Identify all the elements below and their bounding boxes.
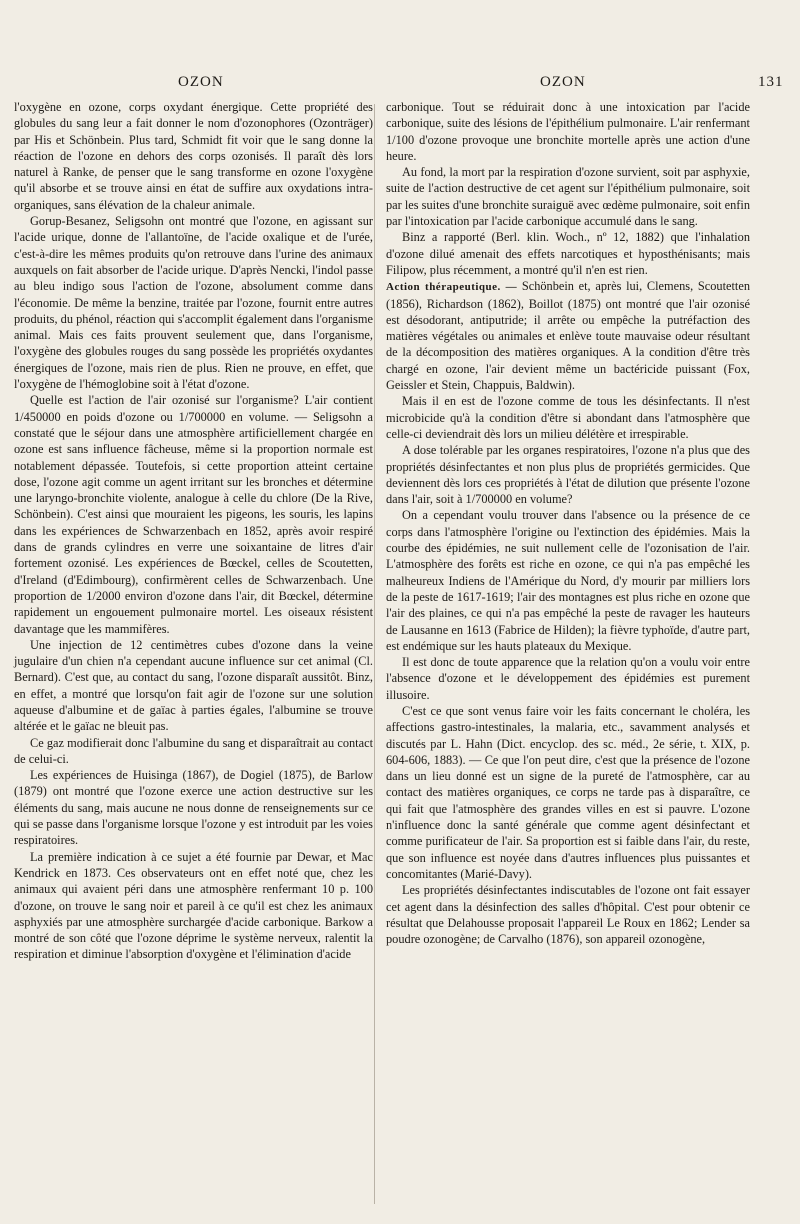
paragraph: carbonique. Tout se réduirait donc à une intoxication par l'acide carbonique, suite des lésions de l'épithélium pulmonaire. L'air renfermant 1/100 d'ozone provoque une bronchite mortelle après une action d'une heure. xyxy=(386,100,750,163)
paragraph: Binz a rapporté (Berl. klin. Woch., nº 12, 1882) que l'inhalation d'ozone dilué amenait des effets narcotiques et hyposthénisants; mais Filipow, plus récemment, a montré qu'il n'en est rien. xyxy=(386,230,750,277)
paragraph: Les expériences de Huisinga (1867), de Dogiel (1875), de Barlow (1879) ont montré que l'ozone exerce une action destructive sur les éléments du sang, mais aucune ne nous donne de renseignements sur ce qui se passe dans l'organisme lorsque l'ozone y est introduit par les voies respiratoires. xyxy=(14,768,373,848)
left-column xyxy=(14,99,373,963)
paragraph: On a cependant voulu trouver dans l'absence ou la présence de ce corps dans l'atmosphère l'origine ou l'extinction des épidémies. Mais la courbe des épidémies, ne suit nullement celle de l'ozonisation de l'air. L'atmosphère des forêts est riche en ozone, ce qui n'a pas empêché les malheureux Indiens de l'Amérique du Nord, d'y mourir par milliers lors de la peste de 1617-1619; l'air des montagnes est plus riche en ozone que l'air des plaines, ce qui n'a pas empêché la peste de ravager les hauteurs de Lausanne en 1613 (Fabrice de Hilden); la fièvre typhoïde, d'autre part, est endémique sur les hauts plateaux du Mexique. xyxy=(386,508,750,653)
paragraph: C'est ce que sont venus faire voir les faits concernant le choléra, les affections gastro-intestinales, la malaria, etc., savamment analysés et discutés par L. Hahn (Dict. encyclop. des sc. méd., 2e série, t. XIX, p. 604-606, 1883). — Ce que l'on peut dire, c'est que la présence de l'ozone dans un lieu donné est un signe de la pureté de l'atmosphère, car au contact des matières organiques, ce corps ne tarde pas à disparaître, ce qui fait que l'atmosphère des grandes villes en est si pauvre. L'ozone n'influence donc la santé générale que comme agent désinfectant et comme purificateur de l'air. Sa proportion est si faible dans l'air, du reste, que son influence est noyée dans d'autres influences plus puissantes et concomitantes (Marié-Davy). xyxy=(386,703,750,881)
running-head-center: OZON xyxy=(540,74,586,90)
paragraph-text: Schönbein et, après lui, Clemens, Scoutetten (1856), Richardson (1862), Boillot (1875) ont montré que l'air ozonisé est désodorant, antiputride; il arrête ou empêche la putréfaction des matières végétales ou animales et enlève toute mauvaise odeur résultant de la décomposition des matières organiques. A la condition d'être très chargé en ozone, l'air devient même un bactéricide puissant (Fox, Geissler et Stein, Chappuis, Baldwin). xyxy=(386,279,750,393)
paragraph: Une injection de 12 centimètres cubes d'ozone dans la veine jugulaire d'un chien n'a cependant aucune influence sur cet animal (Cl. Bernard). C'est que, au contact du sang, l'ozone disparaît aussitôt. Binz, en effet, a montré que lorsqu'on fait agir de l'ozone sur une solution aqueuse d'albumine et de gaïac à parties égales, l'albumine se trouve altérée et le gaïac ne bleuit pas. xyxy=(14,637,373,734)
paragraph: l'oxygène en ozone, corps oxydant énergique. Cette propriété des globules du sang leur a fait donner le nom d'ozonophores (Ozonträger) par His et Schönbein. Plus tard, Schmidt fit voir que le sang donne la réaction de l'ozone en dehors des corps ozonisés. Il paraît dès lors naturel à Ranke, de penser que le sang transforme en ozone l'oxygène qu'il absorbe et se trouve ainsi en état de suffire aux oxydations intra-organiques, sans élévation de la chaleur animale. xyxy=(14,100,373,212)
paragraph: A dose tolérable par les organes respiratoires, l'ozone n'a plus que des propriétés désinfectantes et non plus plus de propriétés germicides. Que deviennent dès lors ces propriétés à l'état de dilution que présente l'ozone dans l'air, soit à 1/700000 en volume? xyxy=(386,443,750,507)
paragraph: Au fond, la mort par la respiration d'ozone survient, soit par asphyxie, suite de l'action destructive de cet agent sur l'épithélium pulmonaire, soit par les suites d'une bronchite suraiguë avec œdème pulmonaire, soit enfin par l'intoxication par l'acide carbonique accumulé dans le sang. xyxy=(386,165,750,229)
right-column xyxy=(386,99,750,947)
paragraph: Il est donc de toute apparence que la relation qu'on a voulu voir entre l'absence d'ozone et le développement des épidémies est purement illusoire. xyxy=(386,655,750,702)
page-number: 131 xyxy=(758,74,784,90)
paragraph: Ce gaz modifierait donc l'albumine du sang et disparaîtrait au contact de celui-ci. xyxy=(14,735,373,766)
paragraph: Quelle est l'action de l'air ozonisé sur l'organisme? L'air contient 1/450000 en poids d'ozone ou 1/700000 en volume. — Seligsohn a constaté que le séjour dans une atmosphère artificiellement chargée en ozone est sans influence fâcheuse, même si la proportion normale est notablement dépassée. Toutefois, si cette proportion atteint certaine dose, l'ozone agit comme un agent irritant sur les bronches et détermine une laryngo-bronchite violente, analogue à celle du chlore (De la Rive, Schönbein). C'est ainsi que mouraient les pigeons, les souris, les lapins dans les expériences de Schwarzenbach en 1852, après avoir respiré dans de grands cylindres en verre une soixantaine de litres d'air fortement ozonisé. Les expériences de Bœckel, celles de Scoutetten, d'Ireland (d'Edimbourg), confirmèrent celles de Schwarzenbach. Une proportion de 1/2000 environ d'ozone dans l'air, dit Bœckel, détermine rapidement un engouement pulmonaire mortel. Les oiseaux résistent davantage que les mammifères. xyxy=(14,393,373,636)
paragraph: La première indication à ce sujet a été fournie par Dewar, et Mac Kendrick en 1873. Ces observateurs ont en effet noté que, chez les animaux qui avaient péri dans une atmosphère renfermant 10 p. 100 d'ozone, on trouve le sang noir et pareil à ce qu'il est chez les animaux asphyxiés par une atmosphère surchargée d'acide carbonique. Barkow a montré de son côté que l'ozone déprime le système nerveux, ralentit la respiration et diminue l'absorption d'oxygène et l'élimination d'acide xyxy=(14,849,373,962)
paragraph: Mais il en est de l'ozone comme de tous les désinfectants. Il n'est microbicide qu'à la condition d'être si abondant dans l'atmosphère que celle-ci deviendrait dès lors un milieu délétère et irrespirable. xyxy=(386,394,750,441)
column-divider xyxy=(374,104,375,1204)
paragraph: Gorup-Besanez, Seligsohn ont montré que l'ozone, en agissant sur l'acide urique, donne de l'allantoïne, de l'acide oxalique et de l'urée, c'est-à-dire les mêmes produits qu'on retrouve dans l'urine des animaux auxquels on fait absorber de l'acide urique. D'après Nencki, l'indol passe au bleu indigo sous l'action de l'ozone, absolument comme dans l'économie. De même la benzine, traitée par l'ozone, fournit entre autres produits, du phénol, réaction qui s'accomplit également dans l'organisme animal. Mais ces faits prouvent seulement que, dans l'organisme, l'oxygène des globules rouges du sang possède les propriétés oxydantes énergiques de l'ozone, mais rien de plus. Rien ne prouve, en effet, que l'oxygène de l'hémoglobine soit à l'état d'ozone. xyxy=(14,214,373,392)
running-head-left: OZON xyxy=(178,74,224,90)
paragraph: Les propriétés désinfectantes indiscutables de l'ozone ont fait essayer cet agent dans la désinfection des salles d'hôpital. C'est pour obtenir ce résultat que Delahousse proposait l'appareil Le Roux en 1862; Lender sa poudre ozonogène; de Carvalho (1876), son appareil ozonogène, xyxy=(386,883,750,947)
paragraph-with-heading xyxy=(386,278,750,393)
section-heading: Action thérapeutique. — xyxy=(386,281,518,294)
running-head xyxy=(0,74,800,98)
